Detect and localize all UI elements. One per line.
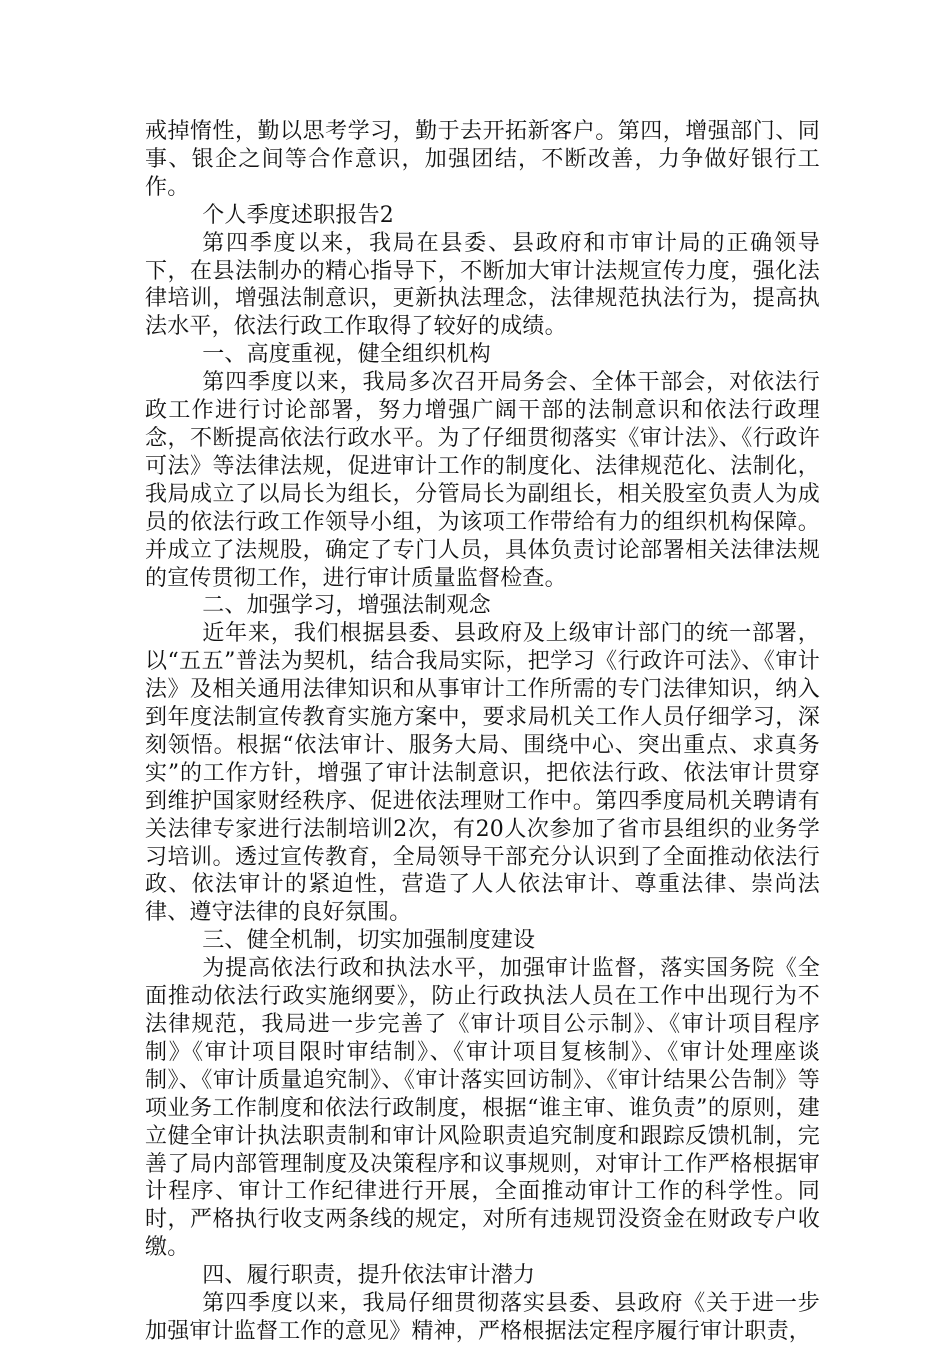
section-4-body: 第四季度以来，我局仔细贯彻落实县委、县政府《关于进一步加强审计监督工作的意见》精神，严格根据法定程序履行审计职责， xyxy=(145,1291,820,1344)
continuation-paragraph: 戒掉惰性，勤以思考学习，勤于去开拓新客户。第四，增强部门、同事、银企之间等合作意识，加强团结，不断改善，力争做好银行工作。 xyxy=(145,119,820,200)
section-2-body: 近年来，我们根据县委、县政府及上级审计部门的统一部署，以“五五”普法为契机，结合我局实际，把学习《行政许可法》、《审计法》及相关通用法律知识和从事审计工作所需的专门法律知识，纳入到年度法制宣传教育实施方案中，要求局机关工作人员仔细学习，深刻领悟。根据“依法审计、服务大局、围绕中心、突出重点、求真务实”的工作方针，增强了审计法制意识，把依法行政、依法审计贯穿到维护国家财经秩序、促进依法理财工作中。第四季度局机关聘请有关法律专家进行法制培训2次，有20人次参加了省市县组织的业务学习培训。透过宣传教育，全局领导干部充分认识到了全面推动依法行政、依法审计的紧迫性，营造了人人依法审计、尊重法律、崇尚法律、遵守法律的良好氛围。 xyxy=(145,621,820,926)
section-1-heading: 一、高度重视，健全组织机构 xyxy=(202,342,491,368)
section-3-body: 为提高依法行政和执法水平，加强审计监督，落实国务院《全面推动依法行政实施纲要》，防止行政执法人员在工作中出现行为不法律规范，我局进一步完善了《审计项目公示制》、《审计项目程序制》《审计项目限时审结制》、《审计项目复核制》、《审计处理座谈制》、《审计质量追究制》、《审计落实回访制》、《审计结果公告制》等项业务工作制度和依法行政制度，根据“谁主审、谁负责”的原则，建立健全审计执法职责制和审计风险职责追究制度和跟踪反馈机制，完善了局内部管理制度及决策程序和议事规则，对审计工作严格根据审计程序、审计工作纪律进行开展，全面推动审计工作的科学性。同时，严格执行收支两条线的规定，对所有违规罚没资金在财政专户收缴。 xyxy=(145,956,820,1261)
section-1-body: 第四季度以来，我局多次召开局务会、全体干部会，对依法行政工作进行讨论部署，努力增强广阔干部的法制意识和依法行政理念，不断提高依法行政水平。为了仔细贯彻落实《审计法》、《行政许可法》等法律法规，促进审计工作的制度化、法律规范化、法制化，我局成立了以局长为组长，分管局长为副组长，相关股室负责人为成员的依法行政工作领导小组，为该项工作带给有力的组织机构保障。并成立了法规股，确定了专门人员，具体负责讨论部署相关法律法规的宣传贯彻工作，进行审计质量监督检查。 xyxy=(145,370,820,591)
report-title: 个人季度述职报告2 xyxy=(202,202,394,228)
section-4-heading: 四、履行职责，提升依法审计潜力 xyxy=(202,1263,536,1289)
section-2-heading: 二、加强学习，增强法制观念 xyxy=(202,593,491,619)
document-page xyxy=(145,118,820,1346)
intro-paragraph: 第四季度以来，我局在县委、县政府和市审计局的正确领导下，在县法制办的精心指导下，不断加大审计法规宣传力度，强化法律培训，增强法制意识，更新执法理念，法律规范执法行为，提高执法水平，依法行政工作取得了较好的成绩。 xyxy=(145,230,820,340)
section-3-heading: 三、健全机制，切实加强制度建设 xyxy=(202,928,536,954)
